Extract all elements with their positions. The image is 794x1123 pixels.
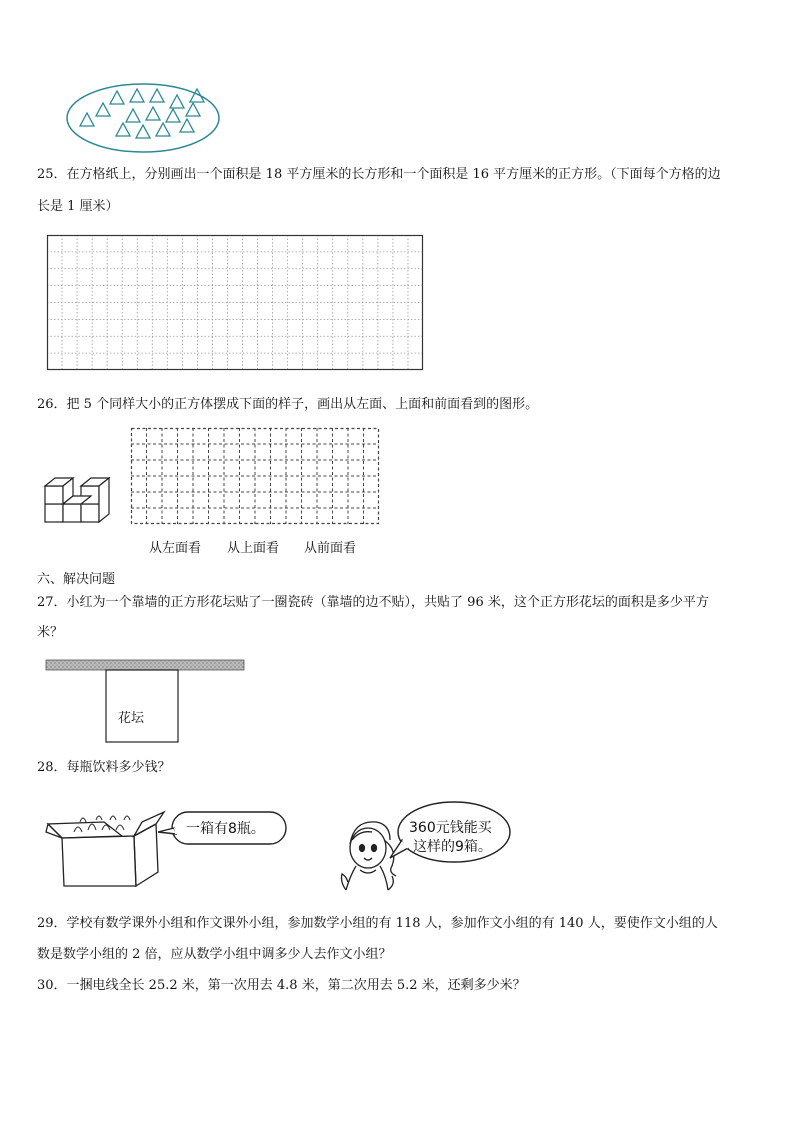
q30-text: 30．一捆电线全长 25.2 米，第一次用去 4.8 米，第二次用去 5.2 米，还剩多少米？ xyxy=(37,978,526,993)
q29-line2: 数是数学小组的 2 倍，应从数学小组中调多少人去作文小组？ xyxy=(37,947,392,962)
triangle-shape xyxy=(180,119,194,132)
triangle-shape xyxy=(186,103,200,116)
cube-stack-figure xyxy=(43,472,113,524)
triangle-shape xyxy=(170,95,184,108)
triangle-shape xyxy=(126,109,140,122)
view-label-front: 从前面看 xyxy=(304,541,357,556)
wall xyxy=(46,660,244,670)
triangle-shape xyxy=(166,109,180,122)
bubble-box-text: 一箱有8瓶。 xyxy=(186,821,265,837)
q25-line2: 长是 1 厘米） xyxy=(37,199,119,214)
flower-bed xyxy=(106,670,178,742)
triangle-shape xyxy=(110,91,124,104)
bubble-girl-line1: 360元钱能买 xyxy=(409,820,492,836)
triangle-shape xyxy=(80,113,94,126)
flower-bed-figure xyxy=(46,658,246,744)
triangle-shape xyxy=(146,107,160,120)
view-label-top: 从上面看 xyxy=(227,541,280,556)
graph-paper-grid-q25[interactable] xyxy=(47,235,423,370)
triangle-shape xyxy=(190,89,204,102)
q27-line1: 27．小红为一个靠墙的正方形花坛贴了一圈瓷砖（靠墙的边不贴），共贴了 96 米，这个正方形花坛的面积是多少平方 xyxy=(37,595,709,610)
view-label-left: 从左面看 xyxy=(149,541,202,556)
q28-text: 28．每瓶饮料多少钱？ xyxy=(37,760,171,775)
triangle-shape xyxy=(130,89,144,102)
q25-line1: 25．在方格纸上，分别画出一个面积是 18 平方厘米的长方形和一个面积是 16 平方厘米的正方形。（下面每个方格的边 xyxy=(37,167,721,182)
triangle-shape xyxy=(96,103,110,116)
bubble-girl-line2: 这样的9箱。 xyxy=(413,839,492,855)
triangle-set-figure xyxy=(60,82,230,162)
triangle-shape xyxy=(136,125,150,138)
triangle-shape xyxy=(156,123,170,136)
q26-text: 26．把 5 个同样大小的正方体摆成下面的样子，画出从左面、上面和前面看到的图形。 xyxy=(37,397,539,412)
triangle-shape xyxy=(116,123,130,136)
section-heading: 六、解决问题 xyxy=(37,572,116,587)
triangle-shape xyxy=(150,89,164,102)
flower-bed-label: 花坛 xyxy=(118,711,145,726)
dashed-grid-q26[interactable] xyxy=(131,428,379,524)
q29-line1: 29．学校有数学课外小组和作文课外小组，参加数学小组的有 118 人，参加作文小组的有 140 人，要使作文小组的人 xyxy=(37,916,718,931)
q27-line2: 米？ xyxy=(37,625,64,640)
